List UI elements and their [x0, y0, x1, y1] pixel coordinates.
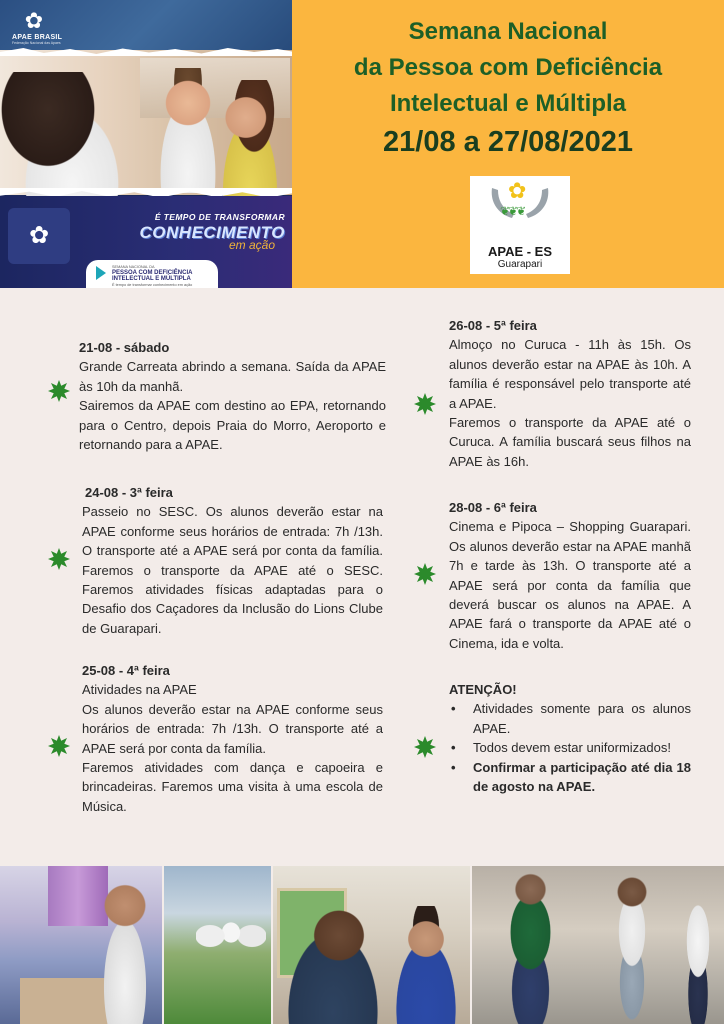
green-starburst-icon [414, 563, 436, 585]
title-line-2: da Pessoa com Deficiência [353, 54, 663, 81]
campaign-slogan [80, 212, 285, 252]
event-25-08 [82, 661, 383, 816]
event-heading: 28-08 - 6ª feira [449, 500, 537, 515]
attention-heading: ATENÇÃO! [449, 682, 517, 697]
event-paragraph: Almoço no Curuca - 11h às 15h. Os alunos deverão estar na APAE às 10h. A família é responsável pelo transporte até a APAE. [449, 337, 691, 411]
activity-photo-strip [0, 866, 724, 1024]
event-paragraph: Cinema e Pipoca – Shopping Guarapari. Os alunos deverão estar na APAE manhã 7h e tarde às 13h. O transporte até a APAE será por conta da família que deverá buscar os alunos na APAE. A APAE fará o transporte da APAE até o Cinema, ida e volta. [449, 519, 691, 651]
event-paragraph: Passeio no SESC. Os alunos deverão estar na APAE conforme seus horários de entrada: 7h /13h. O transporte até a APAE será por conta da família. Faremos o transporte da APAE até o SESC. Faremos atividades físicas adaptadas para o Desafio dos Caçadores da Inclusão do Lions Clube de Guarapari. [82, 504, 383, 636]
attention-item: • Todos devem estar uniformizados! [449, 738, 691, 757]
event-paragraph: Faremos o transporte da APAE até o Curuca. A família buscará seus filhos na APAE às 16h. [449, 415, 691, 469]
apae-badge [8, 208, 70, 264]
photo-dancer-1 [490, 871, 580, 1024]
event-heading: 24-08 - 3ª feira [85, 485, 173, 500]
brand-name: APAE BRASIL [12, 34, 63, 41]
event-paragraph: Faremos atividades com dança e capoeira e brincadeiras. Faremos uma visita à uma escola de Música. [82, 760, 383, 814]
photo-student [90, 876, 160, 1024]
logo-title: APAE - ES [487, 244, 553, 259]
classroom-photo [0, 50, 292, 195]
green-starburst-icon [414, 393, 436, 415]
title-panel [292, 0, 724, 288]
campaign-kicker: SEMANA NACIONAL DA [112, 265, 155, 269]
event-24-08 [82, 483, 383, 638]
campaign-title: PESSOA COM DEFICIÊNCIA INTELECTUAL E MÚLTIPLA [112, 270, 193, 282]
campaign-tagline: É tempo de transformar conhecimento em ação [112, 283, 193, 287]
photo-student-boy [273, 906, 393, 1024]
apae-es-logo [470, 176, 570, 274]
photo-students-indoor [273, 866, 470, 1024]
event-26-08 [449, 316, 691, 471]
campaign-card-text [112, 264, 218, 288]
photo-dancer-2 [597, 874, 667, 1024]
event-paragraph: Os alunos deverão estar na APAE conforme seus horários de entrada: 7h /13h. O transporte até a APAE será por conta da família. [82, 701, 383, 756]
slogan-line-1: É TEMPO DE TRANSFORMAR [154, 212, 285, 222]
page-title [292, 14, 724, 122]
event-21-08 [79, 338, 386, 454]
brand-subtitle: Federação Nacional das Apaes [12, 41, 61, 45]
photo-teacher [208, 80, 292, 205]
slogan-line-3: em ação [228, 238, 275, 252]
campaign-arrow-icon [96, 266, 106, 280]
photo-dance-activity [472, 866, 724, 1024]
green-starburst-icon [48, 380, 70, 402]
apae-brasil-logo [12, 8, 63, 45]
photo-outdoor-activity [164, 866, 271, 1024]
attention-item: • Confirmar a participação até dia 18 de agosto na APAE. [449, 758, 691, 797]
event-28-08 [449, 498, 691, 653]
photo-student-girl [381, 906, 470, 1024]
leaves-icon: ❦❦❦ [500, 204, 525, 218]
event-paragraph: Atividades na APAE [82, 682, 197, 698]
attention-block [449, 680, 691, 796]
attention-item: • Atividades somente para os alunos APAE. [449, 699, 691, 738]
logo-city: Guarapari [497, 259, 543, 270]
green-starburst-icon [48, 548, 70, 570]
slogan-line-2: CONHECIMENTO [139, 223, 285, 242]
title-line-3: Intelectual e Múltipla [389, 90, 627, 117]
green-starburst-icon [414, 736, 436, 758]
event-heading: 25-08 - 4ª feira [82, 663, 170, 678]
apae-flower-icon: ✿ [28, 222, 50, 249]
date-range: 21/08 a 27/08/2021 [383, 126, 633, 158]
apae-flower-icon: ✿ [24, 8, 44, 33]
attention-list [449, 699, 691, 796]
event-paragraph: Grande Carreata abrindo a semana. Saída da APAE às 10h da manhã. [79, 359, 386, 394]
photo-classroom-activity [0, 866, 162, 1024]
photo-dancer-3 [672, 886, 724, 1024]
event-heading: 21-08 - sábado [79, 340, 170, 355]
event-heading: 26-08 - 5ª feira [449, 318, 537, 333]
title-line-1: Semana Nacional [408, 18, 608, 45]
header [0, 0, 724, 288]
sunflower-icon: ✿ [508, 178, 527, 203]
green-starburst-icon [48, 735, 70, 757]
event-paragraph: Sairemos da APAE com destino ao EPA, retornando para o Centro, depois Praia do Morro, Aeroporto e retornando para a APAE. [79, 398, 386, 453]
campaign-photo-panel [0, 0, 292, 288]
campaign-card [86, 260, 218, 288]
photo-person-left [0, 72, 120, 197]
photo-group [196, 894, 266, 964]
